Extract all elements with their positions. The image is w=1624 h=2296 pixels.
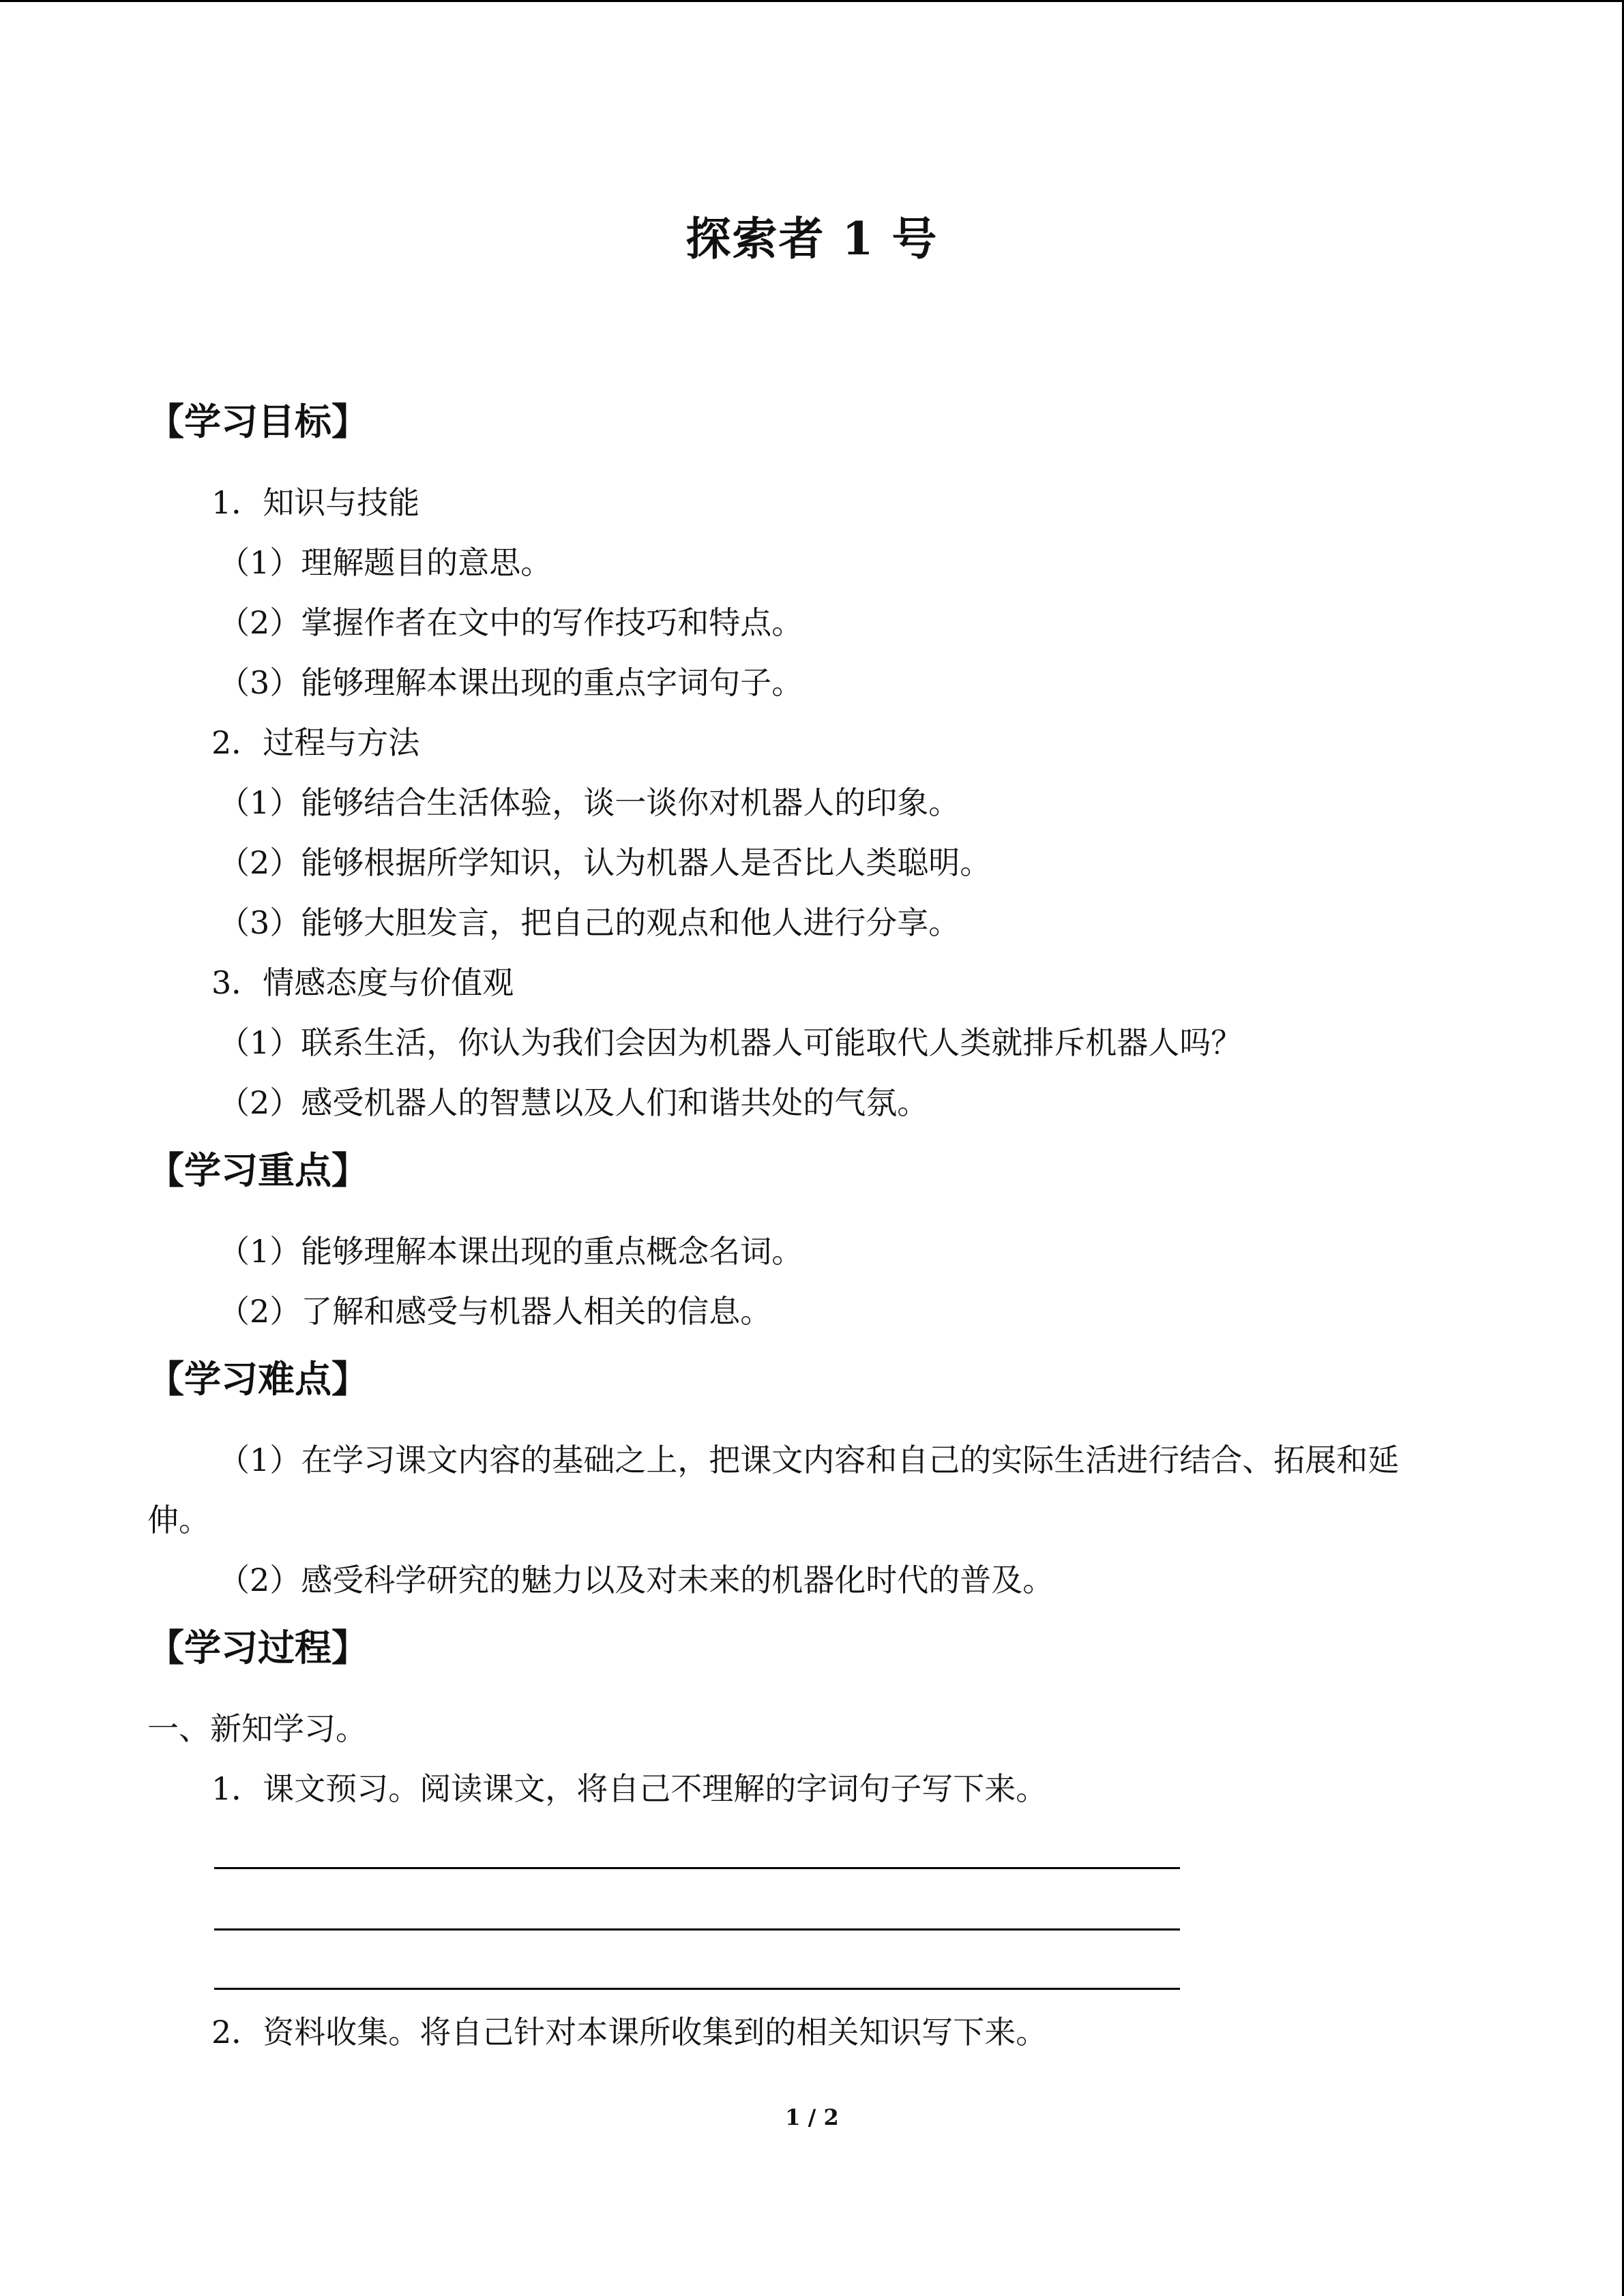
- section-heading-goals: 【学习目标】: [147, 400, 368, 443]
- goal-line: （1）理解题目的意思。: [218, 544, 552, 581]
- goal-line: 2．过程与方法: [211, 724, 420, 761]
- answer-blank-line: [214, 1867, 1180, 1869]
- key-point-line: （1）能够理解本课出现的重点概念名词。: [218, 1233, 803, 1270]
- goal-line: （2）感受机器人的智慧以及人们和谐共处的气氛。: [218, 1084, 929, 1121]
- goal-line: （1）联系生活，你认为我们会因为机器人可能取代人类就排斥机器人吗？: [218, 1024, 1243, 1061]
- section-heading-process: 【学习过程】: [147, 1626, 368, 1669]
- goal-line: （3）能够大胆发言，把自己的观点和他人进行分享。: [218, 904, 960, 941]
- process-line: 2．资料收集。将自己针对本课所收集到的相关知识写下来。: [211, 2014, 1048, 2051]
- section-heading-difficulties: 【学习难点】: [147, 1357, 368, 1401]
- process-line: 一、新知学习。: [147, 1710, 367, 1747]
- process-line: 1．课文预习。阅读课文，将自己不理解的字词句子写下来。: [211, 1770, 1048, 1807]
- page-number: 1 / 2: [785, 2104, 839, 2130]
- document-title: 探索者 1 号: [685, 212, 939, 265]
- page-border-top: [0, 0, 1624, 2]
- goal-line: 3．情感态度与价值观: [211, 964, 514, 1001]
- answer-blank-line: [214, 1988, 1180, 1990]
- difficulty-line: 伸。: [147, 1502, 210, 1538]
- difficulty-line: （2）感受科学研究的魅力以及对未来的机器化时代的普及。: [218, 1562, 1054, 1598]
- goal-line: （1）能够结合生活体验，谈一谈你对机器人的印象。: [218, 784, 960, 821]
- key-point-line: （2）了解和感受与机器人相关的信息。: [218, 1293, 772, 1330]
- goal-line: 1．知识与技能: [211, 484, 420, 521]
- goal-line: （3）能够理解本课出现的重点字词句子。: [218, 664, 803, 701]
- section-heading-key-points: 【学习重点】: [147, 1148, 368, 1192]
- answer-blank-line: [214, 1928, 1180, 1930]
- difficulty-line: （1）在学习课文内容的基础之上，把课文内容和自己的实际生活进行结合、拓展和延: [218, 1442, 1400, 1478]
- goal-line: （2）能够根据所学知识，认为机器人是否比人类聪明。: [218, 844, 992, 881]
- goal-line: （2）掌握作者在文中的写作技巧和特点。: [218, 604, 803, 641]
